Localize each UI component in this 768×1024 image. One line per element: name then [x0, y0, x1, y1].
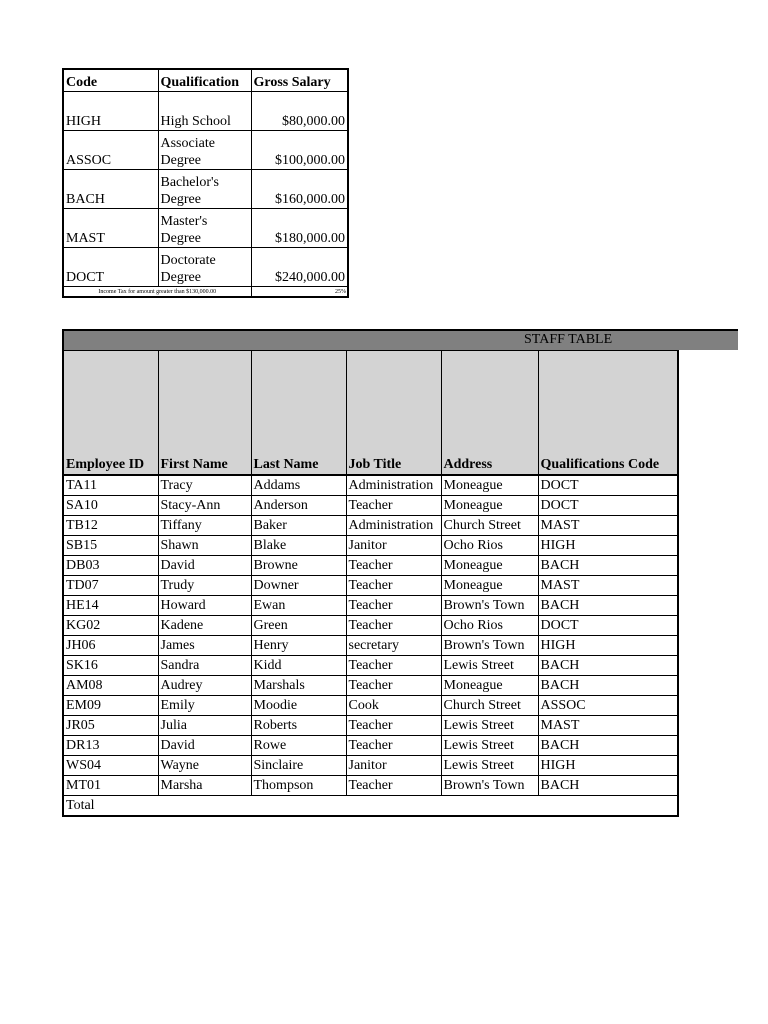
staff-table-title: STAFF TABLE [524, 332, 613, 347]
table-row [63, 756, 678, 776]
employee-id-cell[interactable]: DR13 [63, 736, 158, 756]
header-employee-id[interactable]: Employee ID [63, 351, 158, 476]
header-last-name[interactable]: Last Name [251, 351, 346, 476]
table-row [63, 636, 678, 656]
qualifications-code-cell[interactable]: MAST [538, 716, 678, 736]
last-name-cell[interactable]: Moodie [251, 696, 346, 716]
job-title-cell[interactable]: Teacher [346, 496, 441, 516]
last-name-cell[interactable]: Sinclaire [251, 756, 346, 776]
salary-cell[interactable]: $80,000.00 [251, 92, 348, 131]
qualifications-code-cell[interactable]: ASSOC [538, 696, 678, 716]
qualifications-code-cell[interactable]: HIGH [538, 756, 678, 776]
first-name-cell[interactable]: Stacy-Ann [158, 496, 251, 516]
employee-id-cell[interactable]: TB12 [63, 516, 158, 536]
last-name-cell[interactable]: Marshals [251, 676, 346, 696]
employee-id-cell[interactable]: JR05 [63, 716, 158, 736]
table-row [63, 616, 678, 636]
code-cell[interactable]: MAST [63, 209, 158, 248]
salary-cell[interactable]: $100,000.00 [251, 131, 348, 170]
table-row [63, 536, 678, 556]
code-cell[interactable]: HIGH [63, 92, 158, 131]
address-cell[interactable]: Brown's Town [441, 776, 538, 796]
last-name-cell[interactable]: Browne [251, 556, 346, 576]
qualifications-code-cell[interactable]: DOCT [538, 475, 678, 496]
employee-id-cell[interactable]: WS04 [63, 756, 158, 776]
last-name-cell[interactable]: Baker [251, 516, 346, 536]
header-address[interactable]: Address [441, 351, 538, 476]
table-row [63, 496, 678, 516]
employee-id-cell[interactable]: MT01 [63, 776, 158, 796]
qualifications-code-cell[interactable]: HIGH [538, 636, 678, 656]
address-cell[interactable]: Moneague [441, 676, 538, 696]
staff-table-body [63, 475, 678, 816]
first-name-cell[interactable]: James [158, 636, 251, 656]
last-name-cell[interactable]: Green [251, 616, 346, 636]
job-title-cell[interactable]: Administration [346, 516, 441, 536]
table-row [63, 716, 678, 736]
table-row [63, 596, 678, 616]
address-cell[interactable]: Lewis Street [441, 716, 538, 736]
first-name-cell[interactable]: David [158, 736, 251, 756]
employee-id-cell[interactable]: DB03 [63, 556, 158, 576]
job-title-cell[interactable]: Teacher [346, 736, 441, 756]
table-row [63, 776, 678, 796]
qualification-row [63, 209, 348, 248]
job-title-cell[interactable]: Teacher [346, 676, 441, 696]
table-row [63, 556, 678, 576]
qualification-table [62, 68, 349, 298]
staff-table [62, 350, 679, 817]
job-title-cell[interactable]: Janitor [346, 536, 441, 556]
address-cell[interactable]: Lewis Street [441, 736, 538, 756]
header-qualifications-code[interactable]: Qualifications Code [538, 351, 678, 476]
qualifications-code-cell[interactable]: DOCT [538, 496, 678, 516]
qualifications-code-cell[interactable]: BACH [538, 736, 678, 756]
qualification-cell[interactable]: Master's Degree [158, 209, 251, 248]
total-label[interactable]: Total [63, 796, 158, 817]
address-cell[interactable]: Ocho Rios [441, 616, 538, 636]
qualifications-code-cell[interactable]: HIGH [538, 536, 678, 556]
table-row [63, 475, 678, 496]
income-tax-note[interactable]: Income Tax for amount greater than $130,000.00 [63, 287, 251, 298]
last-name-cell[interactable]: Rowe [251, 736, 346, 756]
employee-id-cell[interactable]: SB15 [63, 536, 158, 556]
last-name-cell[interactable]: Addams [251, 475, 346, 496]
address-cell[interactable]: Lewis Street [441, 756, 538, 776]
header-first-name[interactable]: First Name [158, 351, 251, 476]
qualification-cell[interactable]: Doctorate Degree [158, 248, 251, 287]
address-cell[interactable]: Moneague [441, 556, 538, 576]
code-cell[interactable]: ASSOC [63, 131, 158, 170]
last-name-cell[interactable]: Anderson [251, 496, 346, 516]
employee-id-cell[interactable]: EM09 [63, 696, 158, 716]
last-name-cell[interactable]: Downer [251, 576, 346, 596]
code-cell[interactable]: BACH [63, 170, 158, 209]
qualification-cell[interactable]: High School [158, 92, 251, 131]
table-row [63, 516, 678, 536]
employee-id-cell[interactable]: SA10 [63, 496, 158, 516]
qualification-row [63, 170, 348, 209]
last-name-cell[interactable]: Kidd [251, 656, 346, 676]
first-name-cell[interactable]: Wayne [158, 756, 251, 776]
first-name-cell[interactable]: Kadene [158, 616, 251, 636]
job-title-cell[interactable]: Teacher [346, 556, 441, 576]
first-name-cell[interactable]: Tiffany [158, 516, 251, 536]
income-tax-note-row [63, 287, 348, 298]
total-row [63, 796, 678, 817]
staff-header-row [63, 351, 678, 476]
qualification-row [63, 92, 348, 131]
qualifications-code-cell[interactable]: DOCT [538, 616, 678, 636]
job-title-cell[interactable]: Teacher [346, 656, 441, 676]
first-name-cell[interactable]: Emily [158, 696, 251, 716]
address-cell[interactable]: Ocho Rios [441, 536, 538, 556]
header-job-title[interactable]: Job Title [346, 351, 441, 476]
employee-id-cell[interactable]: KG02 [63, 616, 158, 636]
first-name-cell[interactable]: Trudy [158, 576, 251, 596]
table-row [63, 696, 678, 716]
staff-table-banner [62, 329, 738, 350]
last-name-cell[interactable]: Thompson [251, 776, 346, 796]
table-row [63, 676, 678, 696]
qualifications-code-cell[interactable]: MAST [538, 576, 678, 596]
address-cell[interactable]: Church Street [441, 696, 538, 716]
table-row [63, 576, 678, 596]
total-empty-cell[interactable] [346, 796, 441, 817]
header-gross-salary[interactable]: Gross Salary [251, 69, 348, 92]
total-empty-cell[interactable] [158, 796, 251, 817]
employee-id-cell[interactable]: TA11 [63, 475, 158, 496]
first-name-cell[interactable]: David [158, 556, 251, 576]
job-title-cell[interactable]: Administration [346, 475, 441, 496]
employee-id-cell[interactable]: SK16 [63, 656, 158, 676]
job-title-cell[interactable]: Teacher [346, 576, 441, 596]
job-title-cell[interactable]: Cook [346, 696, 441, 716]
code-cell[interactable]: DOCT [63, 248, 158, 287]
header-code[interactable]: Code [63, 69, 158, 92]
first-name-cell[interactable]: Sandra [158, 656, 251, 676]
job-title-cell[interactable]: Janitor [346, 756, 441, 776]
qualification-header-row [63, 69, 348, 92]
employee-id-cell[interactable]: AM08 [63, 676, 158, 696]
qualification-row [63, 131, 348, 170]
first-name-cell[interactable]: Audrey [158, 676, 251, 696]
table-row [63, 736, 678, 756]
last-name-cell[interactable]: Roberts [251, 716, 346, 736]
first-name-cell[interactable]: Shawn [158, 536, 251, 556]
address-cell[interactable]: Brown's Town [441, 596, 538, 616]
address-cell[interactable]: Brown's Town [441, 636, 538, 656]
header-qualification[interactable]: Qualification [158, 69, 251, 92]
qualifications-code-cell[interactable]: BACH [538, 776, 678, 796]
first-name-cell[interactable]: Howard [158, 596, 251, 616]
last-name-cell[interactable]: Blake [251, 536, 346, 556]
qualifications-code-cell[interactable]: BACH [538, 656, 678, 676]
job-title-cell[interactable]: Teacher [346, 596, 441, 616]
address-cell[interactable]: Moneague [441, 475, 538, 496]
job-title-cell[interactable]: Teacher [346, 776, 441, 796]
qualification-cell[interactable]: Bachelor's Degree [158, 170, 251, 209]
address-cell[interactable]: Moneague [441, 576, 538, 596]
qualifications-code-cell[interactable]: BACH [538, 596, 678, 616]
qualifications-code-cell[interactable]: BACH [538, 556, 678, 576]
total-empty-cell[interactable] [251, 796, 346, 817]
qualifications-code-cell[interactable]: BACH [538, 676, 678, 696]
qualification-cell[interactable]: Associate Degree [158, 131, 251, 170]
total-empty-cell[interactable] [441, 796, 538, 817]
address-cell[interactable]: Lewis Street [441, 656, 538, 676]
job-title-cell[interactable]: Teacher [346, 716, 441, 736]
last-name-cell[interactable]: Ewan [251, 596, 346, 616]
first-name-cell[interactable]: Tracy [158, 475, 251, 496]
employee-id-cell[interactable]: JH06 [63, 636, 158, 656]
income-tax-rate[interactable]: 25% [251, 287, 348, 298]
job-title-cell[interactable]: secretary [346, 636, 441, 656]
address-cell[interactable]: Church Street [441, 516, 538, 536]
address-cell[interactable]: Moneague [441, 496, 538, 516]
salary-cell[interactable]: $160,000.00 [251, 170, 348, 209]
total-empty-cell[interactable] [538, 796, 678, 817]
salary-cell[interactable]: $240,000.00 [251, 248, 348, 287]
salary-cell[interactable]: $180,000.00 [251, 209, 348, 248]
first-name-cell[interactable]: Marsha [158, 776, 251, 796]
employee-id-cell[interactable]: HE14 [63, 596, 158, 616]
qualification-row [63, 248, 348, 287]
employee-id-cell[interactable]: TD07 [63, 576, 158, 596]
qualifications-code-cell[interactable]: MAST [538, 516, 678, 536]
first-name-cell[interactable]: Julia [158, 716, 251, 736]
job-title-cell[interactable]: Teacher [346, 616, 441, 636]
last-name-cell[interactable]: Henry [251, 636, 346, 656]
table-row [63, 656, 678, 676]
